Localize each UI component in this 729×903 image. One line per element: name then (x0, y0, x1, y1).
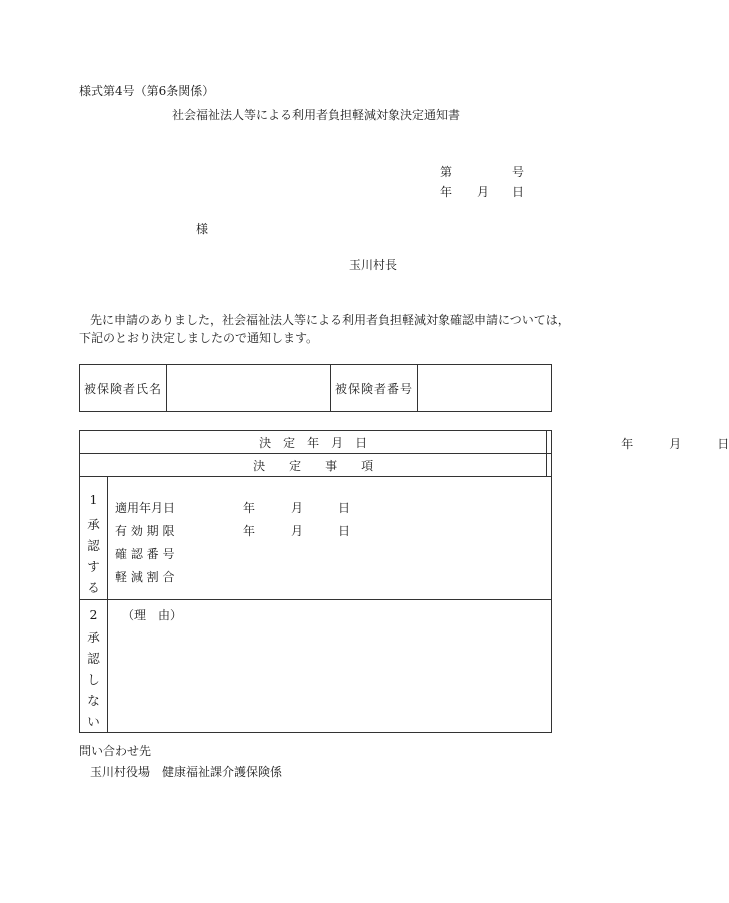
approve-char-3: す (87, 559, 100, 574)
document-title: 社会福祉法人等による利用者負担軽減対象決定通知書 (172, 108, 461, 122)
reject-char-5: い (87, 714, 100, 729)
form-number: 様式第4号（第6条関係） (79, 84, 215, 98)
doc-number-prefix: 第 (440, 165, 453, 179)
approve-char-1: 承 (87, 517, 100, 532)
approve-char-2: 認 (87, 538, 100, 553)
reject-char-2: 認 (87, 651, 100, 666)
contact-heading: 問い合わせ先 (79, 744, 152, 758)
decision-day: 日 (717, 437, 729, 451)
apply-year: 年 (243, 501, 256, 515)
approve-number: 1 (89, 492, 98, 507)
expiry-year: 年 (243, 524, 256, 538)
approve-details (108, 477, 552, 600)
decision-month: 月 (669, 437, 682, 451)
insured-name-label: 被保険者氏名 (80, 365, 167, 412)
reject-reason-cell (108, 600, 552, 733)
issuer: 玉川村長 (349, 258, 398, 272)
approve-row-label: 確 認 番 号 (115, 547, 175, 561)
contact-detail: 玉川村役場 健康福祉課介護保険係 (90, 765, 283, 779)
insured-number-value (418, 365, 552, 412)
body-text-line2: 下記のとおり決定しましたので通知します。 (79, 331, 319, 345)
doc-number-suffix: 号 (512, 165, 525, 179)
issue-day: 日 (512, 185, 525, 199)
expiry-day: 日 (338, 524, 351, 538)
approve-row-label: 軽 減 割 合 (115, 570, 175, 584)
issue-month: 月 (477, 185, 490, 199)
decision-date-label: 決 定 年 月 日 (80, 431, 547, 454)
decision-year: 年 (621, 437, 634, 451)
insured-info-table (79, 364, 552, 412)
approve-row-label: 適用年月日 (115, 501, 176, 515)
body-text-line1: 先に申請のありました，社会福祉法人等による利用者負担軽減対象確認申請については， (90, 313, 570, 327)
approve-label-cell (80, 477, 108, 600)
addressee-honorific: 様 (196, 222, 209, 236)
issue-year: 年 (440, 185, 453, 199)
approve-row-label: 有 効 期 限 (115, 524, 175, 538)
apply-month: 月 (291, 501, 304, 515)
decision-date-value (547, 431, 729, 454)
reject-char-4: な (87, 693, 100, 708)
approve-char-4: る (87, 580, 100, 595)
decision-item-label: 決 定 事 項 (80, 454, 547, 477)
reject-reason-label: （理 由） (122, 608, 183, 622)
decision-item-value (547, 454, 552, 477)
decision-table (79, 430, 729, 733)
reject-char-3: し (87, 672, 100, 687)
expiry-month: 月 (291, 524, 304, 538)
apply-day: 日 (338, 501, 351, 515)
reject-number: 2 (89, 607, 98, 622)
reject-label-cell (80, 600, 108, 733)
insured-number-label: 被保険者番号 (331, 365, 418, 412)
insured-name-value (167, 365, 331, 412)
reject-char-1: 承 (87, 630, 100, 645)
